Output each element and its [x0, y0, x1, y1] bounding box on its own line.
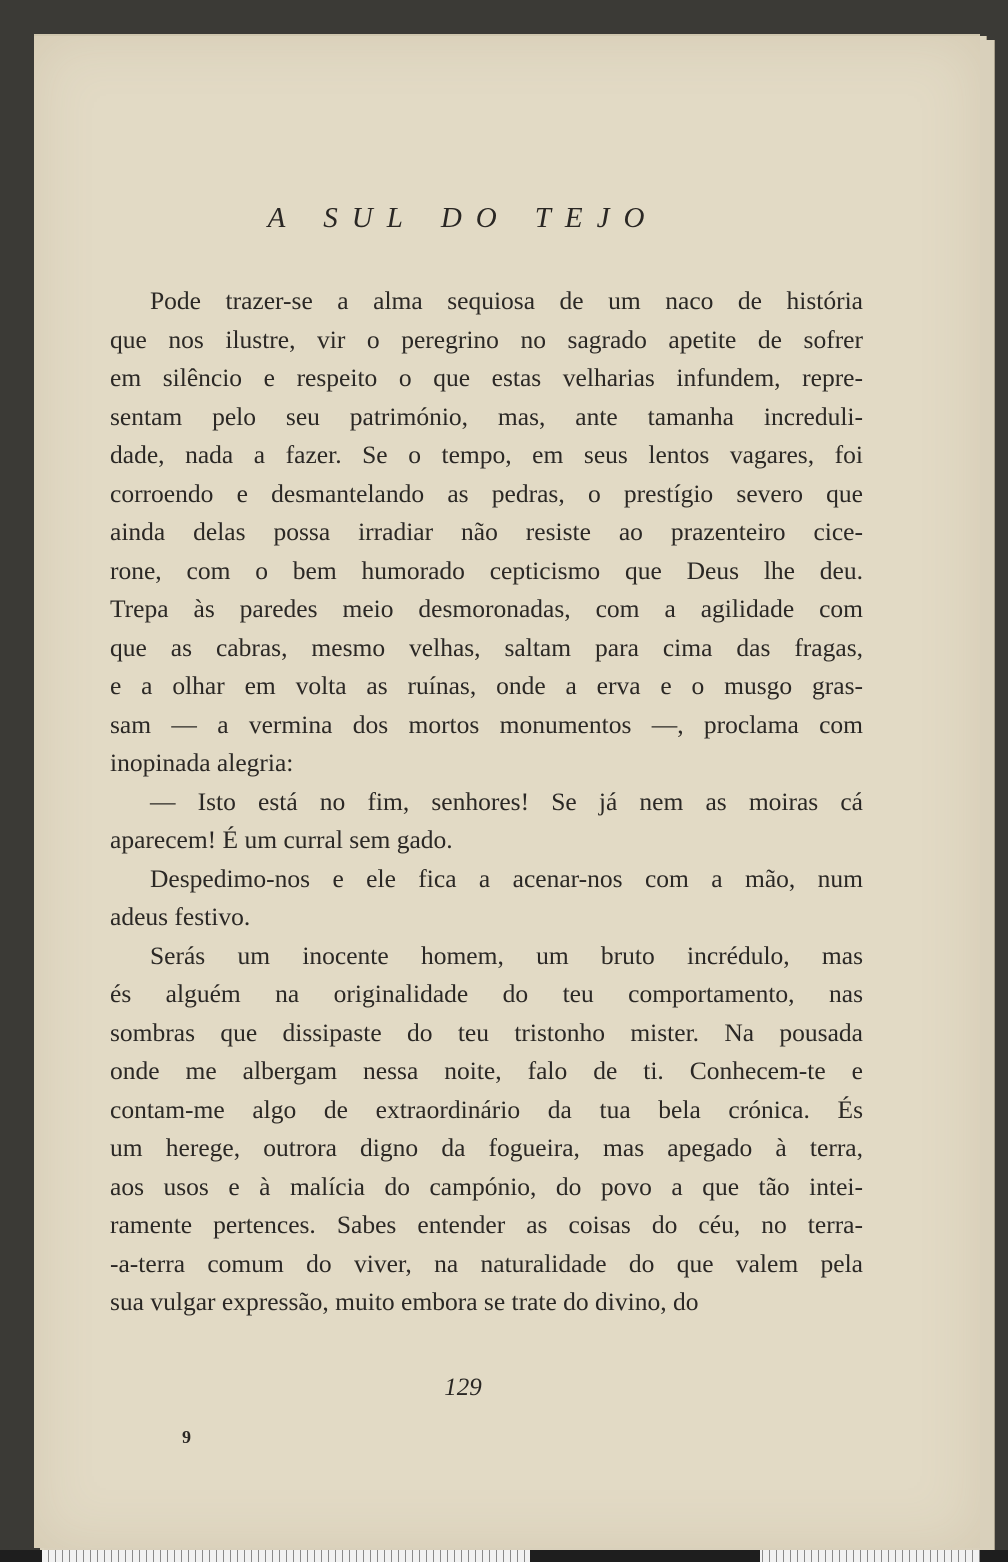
text-line: adeus festivo.: [110, 902, 251, 931]
text-line: Trepa às paredes meio desmoronadas, com a agilidade com: [110, 594, 863, 623]
paragraph: [110, 783, 863, 860]
paragraph: [110, 282, 863, 783]
paragraph: [110, 860, 863, 937]
text-line: inopinada alegria:: [110, 748, 294, 777]
text-line: Despedimo-nos e ele fica a acenar-nos com a mão, num: [150, 863, 863, 893]
scale-bar-segment: [0, 1550, 42, 1562]
text-line: onde me albergam nessa noite, falo de ti. Conhecem-te e: [110, 1056, 863, 1085]
text-line: rone, com o bem humorado cepticismo que Deus lhe deu.: [110, 555, 863, 585]
running-head-word: A: [267, 202, 300, 234]
text-line: ainda delas possa irradiar não resiste ao prazenteiro cice-: [110, 517, 863, 546]
text-line: sentam pelo seu património, mas, ante tamanha increduli-: [110, 401, 863, 431]
text-line: aparecem! É um curral sem gado.: [110, 825, 453, 854]
scale-bar-segment: [980, 1550, 1008, 1562]
text-line: — Isto está no fim, senhores! Se já nem as moiras cá: [150, 786, 863, 816]
text-line: sombras que dissipaste do teu tristonho mister. Na pousada: [110, 1017, 863, 1047]
signature-mark: 9: [182, 1427, 191, 1447]
body-text: [110, 282, 863, 1322]
text-line: és alguém na originalidade do teu comportamento, nas: [110, 979, 863, 1008]
text-line: corroendo e desmantelando as pedras, o prestígio severo que: [110, 478, 863, 508]
text-line: contam-me algo de extraordinário da tua bela crónica. És: [110, 1094, 863, 1124]
text-line: -a-terra comum do viver, na naturalidade do que valem pela: [110, 1248, 863, 1278]
text-line: em silêncio e respeito o que estas velharias infundem, repre-: [110, 363, 863, 392]
text-line: Serás um inocente homem, um bruto incrédulo, mas: [150, 940, 863, 970]
text-line: aos usos e à malícia do campónio, do povo a que tão intei-: [110, 1171, 863, 1201]
book-page: [34, 34, 980, 1548]
text-line: dade, nada a fazer. Se o tempo, em seus lentos vagares, foi: [110, 440, 863, 469]
text-line: sam — a vermina dos mortos monumentos —, proclama com: [110, 709, 863, 739]
scale-bar: [0, 1550, 1008, 1562]
text-line: e a olhar em volta as ruínas, onde a erva e o musgo gras-: [110, 671, 863, 700]
running-head-word: SUL: [323, 202, 417, 234]
text-line: Pode trazer-se a alma sequiosa de um naco de história: [150, 286, 863, 315]
running-head: [0, 202, 936, 235]
running-head-word: DO: [440, 202, 511, 234]
scale-bar-segment: [530, 1550, 760, 1562]
text-line: ramente pertences. Sabes entender as coisas do céu, no terra-: [110, 1210, 863, 1239]
text-line: sua vulgar expressão, muito embora se trate do divino, do: [110, 1287, 699, 1316]
text-line: que as cabras, mesmo velhas, saltam para cima das fragas,: [110, 632, 863, 662]
text-line: que nos ilustre, vir o peregrino no sagrado apetite de sofrer: [110, 324, 863, 354]
page-number: 129: [444, 1374, 482, 1401]
running-head-word: TEJO: [534, 202, 659, 234]
text-line: um herege, outrora digno da fogueira, mas apegado à terra,: [110, 1133, 863, 1162]
paragraph: [110, 937, 863, 1322]
